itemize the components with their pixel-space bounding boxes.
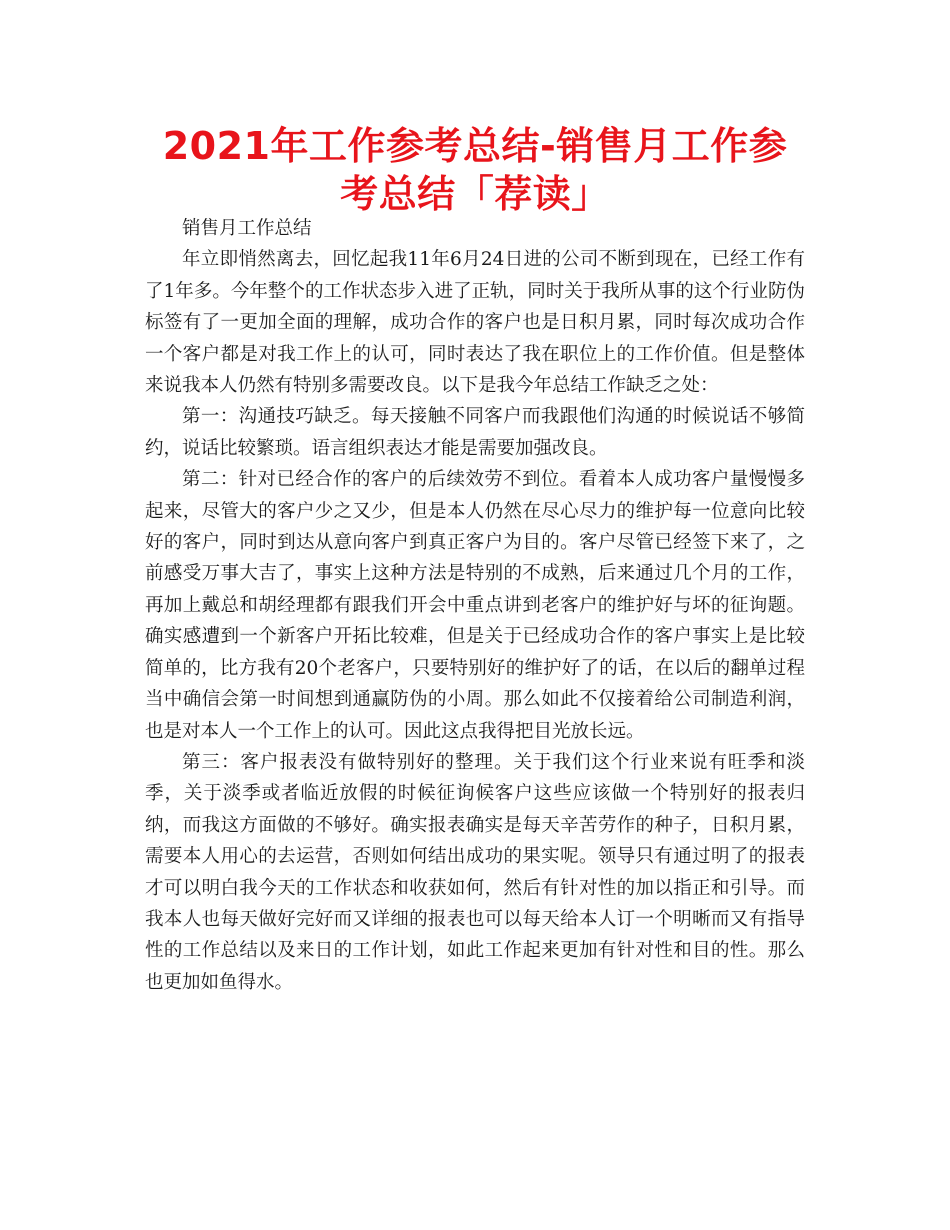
point-two-paragraph: 第二：针对已经合作的客户的后续效劳不到位。看着本人成功客户量慢慢多起来，尽管大的客户少之又少，但是本人仍然在尽心尽力的维护每一位意向比较好的客户，同时到达从意向客户到真正客户为目的。客户尽管已经签下来了，之前感受万事大吉了，事实上这种方法是特别的不成熟，后来通过几个月的工作，再加上戴总和胡经理都有跟我们开会中重点讲到老客户的维护好与坏的征询题。确实感遭到一个新客户开拓比较难，但是关于已经成功合作的客户事实上是比较简单的，比方我有20个老客户，只要特别好的维护好了的话，在以后的翻单过程当中确信会第一时间想到通赢防伪的小周。那么如此不仅接着给公司制造利润，也是对本人一个工作上的认可。因此这点我得把目光放长远。 <box>145 469 805 742</box>
point-one-paragraph: 第一：沟通技巧缺乏。每天接触不同客户而我跟他们沟通的时候说话不够简约，说话比较繁琐。语言组织表达才能是需要加强改良。 <box>145 406 805 459</box>
point-three-paragraph: 第三：客户报表没有做特别好的整理。关于我们这个行业来说有旺季和淡季，关于淡季或者临近放假的时候征询候客户这些应该做一个特别好的报表归纳，而我这方面做的不够好。确实报表确实是每天辛苦劳作的种子，日积月累，需要本人用心的去运营，否则如何结出成功的果实呢。领导只有通过明了的报表才可以明白我今天的工作状态和收获如何，然后有针对性的加以指正和引导。而我本人也每天做好完好而又详细的报表也可以每天给本人订一个明晰而又有指导性的工作总结以及来日的工作计划，如此工作起来更加有针对性和目的性。那么也更加如鱼得水。 <box>145 751 805 993</box>
document-body <box>145 213 805 998</box>
intro-paragraph: 年立即悄然离去，回忆起我11年6月24日进的公司不断到现在，已经工作有了1年多。今年整个的工作状态步入进了正轨，同时关于我所从事的这个行业防伪标签有了一更加全面的理解，成功合作的客户也是日积月累，同时每次成功合作一个客户都是对我工作上的认可，同时表达了我在职位上的工作价值。但是整体来说我本人仍然有特别多需要改良。以下是我今年总结工作缺乏之处： <box>145 249 805 397</box>
document-title: 2021年工作参考总结-销售月工作参考总结「荐读」 <box>162 124 788 216</box>
section-heading: 销售月工作总结 <box>182 218 312 239</box>
